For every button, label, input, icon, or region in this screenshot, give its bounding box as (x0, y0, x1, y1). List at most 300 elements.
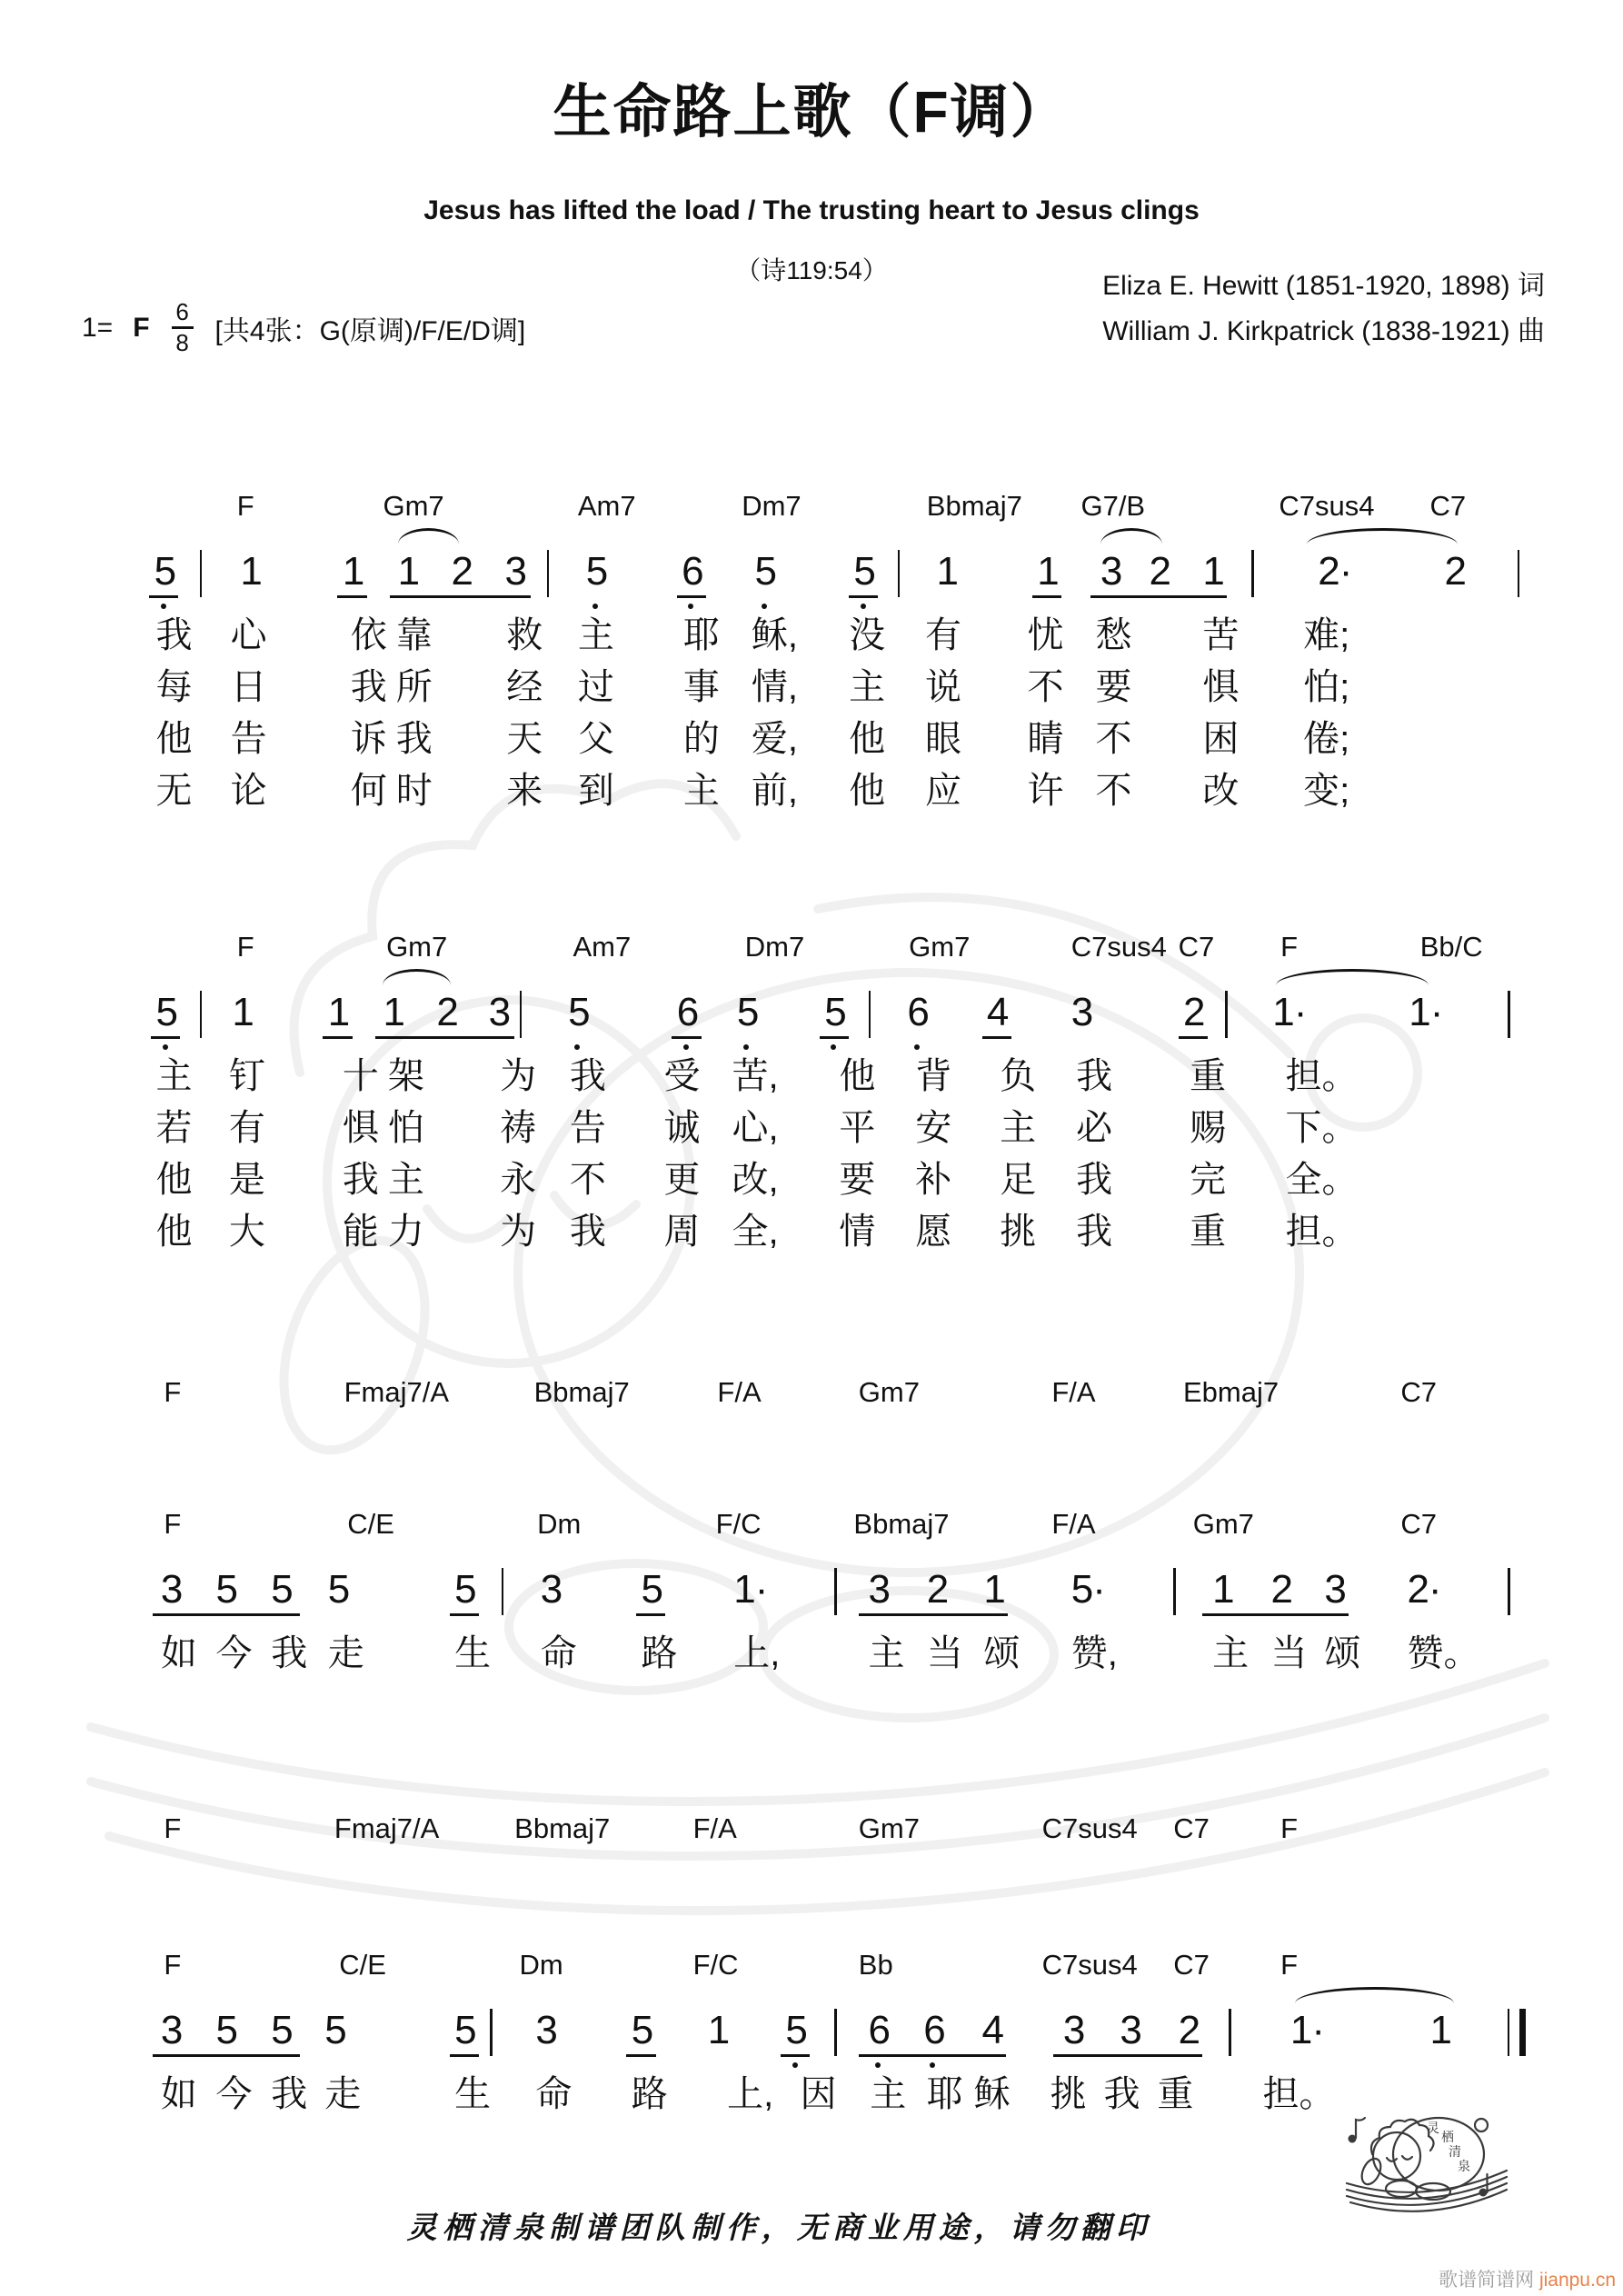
lyric-syllable: 命 (535, 2074, 573, 2114)
lyric-syllable: 今 (215, 2074, 253, 2114)
note-digit: 1 (983, 1567, 1005, 1612)
note-digit: 2· (1407, 1567, 1441, 1612)
octave-dot (914, 1044, 920, 1050)
lyric-syllable: 十 (342, 1056, 379, 1096)
lyric-syllable: 不 (1095, 771, 1132, 811)
chord-label: F (1280, 931, 1299, 963)
barline (1173, 1568, 1176, 1615)
chord-label: Bb/C (1419, 931, 1483, 963)
production-notice: 灵栖清泉制谱团队制作，无商业用途，请勿翻印 (406, 2210, 1151, 2245)
lyric-syllable: 受 (663, 1056, 701, 1096)
chord-label: Fmaj7/A (334, 1812, 440, 1844)
lyric-syllable: 主 (682, 771, 720, 811)
chord-label: Bbmaj7 (514, 1812, 611, 1844)
note-digit: 3 (1100, 549, 1122, 594)
note-beam (450, 1613, 479, 1616)
lyric-syllable: 说 (925, 667, 962, 707)
note-beam (849, 595, 878, 598)
note-beam (450, 2054, 479, 2057)
system-3 (0, 1501, 1623, 1680)
lyric-syllable: 靠 (395, 615, 433, 655)
lyric-syllable: 我 (350, 667, 387, 707)
key-label: 1= (82, 312, 114, 343)
lyric-syllable: 永 (500, 1160, 537, 1200)
lyric-syllable: 愿 (915, 1212, 952, 1252)
slur-arc (1276, 969, 1429, 985)
lyricist-credit: Eliza E. Hewitt (1851-1920, 1898) 词 (1102, 271, 1545, 301)
barline (490, 2009, 493, 2056)
lyric-syllable: 能 (342, 1212, 379, 1252)
lyric-syllable: 所 (395, 667, 433, 707)
slur-arc (1307, 528, 1458, 544)
lyric-syllable: 许 (1027, 771, 1064, 811)
octave-dot (592, 604, 598, 609)
song-title: 生命路上歌（F调） (553, 79, 1070, 145)
chord-label: F/A (692, 1812, 737, 1844)
chord-label: Gm7 (386, 931, 448, 963)
lyric-syllable: 有 (925, 615, 962, 655)
note-digit: 3 (535, 2008, 557, 2052)
lyric-syllable: 我 (1076, 1056, 1113, 1096)
note-digit: 5 (568, 990, 590, 1034)
lyric-syllable: 担。 (1262, 2074, 1336, 2114)
octave-dot (163, 1044, 168, 1050)
lyric-syllable: 颂 (1324, 1633, 1361, 1673)
lyric-line-1 (0, 1628, 1623, 1680)
chord-label: F (164, 1376, 182, 1408)
lyric-syllable: 稣, (751, 615, 799, 655)
note-digit: 5 (215, 1567, 238, 1612)
lyric-syllable: 补 (915, 1160, 952, 1200)
lyric-syllable: 如 (160, 1633, 197, 1673)
lyric-syllable: 祷 (500, 1108, 537, 1148)
lyric-syllable: 我 (569, 1212, 606, 1252)
key-value: F (133, 312, 150, 343)
octave-dot (161, 604, 166, 609)
note-beam (337, 595, 366, 598)
lyric-syllable: 命 (540, 1633, 577, 1673)
chord-label: Gm7 (909, 931, 971, 963)
note-beam (151, 1036, 180, 1039)
slur-arc (383, 969, 451, 985)
lyric-syllable: 上, (727, 2074, 774, 2114)
lyric-syllable: 心, (732, 1108, 779, 1148)
lyric-syllable: 诉 (350, 719, 387, 759)
system-1 (0, 483, 1623, 817)
note-digit: 1 (1429, 2008, 1451, 2052)
chord-label: Gm7 (858, 1812, 920, 1844)
note-digit: 4 (981, 2008, 1003, 2052)
lyric-syllable: 全。 (1285, 1160, 1359, 1200)
octave-dot (743, 1044, 749, 1050)
lyric-syllable: 救 (506, 615, 543, 655)
lyric-syllable: 生 (454, 2074, 492, 2114)
note-digit: 2 (451, 549, 473, 594)
chord-row (0, 1942, 1623, 1985)
chord-label: Bbmaj7 (926, 490, 1022, 522)
chord-label: Dm7 (742, 490, 802, 522)
octave-dot (574, 1044, 580, 1050)
chord-label: Bbmaj7 (533, 1376, 630, 1408)
lyric-syllable: 他 (155, 719, 193, 759)
note-digit: 1 (1202, 549, 1224, 594)
note-beam (153, 2054, 301, 2057)
lyric-syllable: 重 (1190, 1212, 1227, 1252)
note-digit: 6 (682, 549, 703, 594)
note-digit: 3 (1070, 990, 1093, 1034)
octave-dot (875, 2062, 881, 2068)
lyric-syllable: 更 (663, 1160, 701, 1200)
lyric-syllable: 生 (454, 1633, 492, 1673)
barline (1225, 991, 1228, 1038)
note-digit: 1 (397, 549, 420, 594)
lyric-syllable: 没 (849, 615, 886, 655)
logo-char-3: 清 (1449, 2144, 1461, 2159)
lyric-syllable: 必 (1076, 1108, 1113, 1148)
note-beam (323, 1036, 352, 1039)
note-digit: 1· (1409, 990, 1443, 1034)
lyric-syllable: 改 (1202, 771, 1240, 811)
lyric-syllable: 情 (839, 1212, 876, 1252)
lyric-syllable: 前, (751, 771, 799, 811)
lyric-syllable: 我 (271, 2074, 308, 2114)
note-digit: 5 (824, 990, 846, 1034)
note-digit: 5 (454, 2008, 476, 2052)
chord-label: F/C (715, 1508, 762, 1540)
slur-arc (1295, 1987, 1454, 2003)
lyric-syllable: 忧 (1027, 615, 1064, 655)
note-digit: 1 (327, 990, 350, 1034)
lyric-syllable: 倦; (1303, 719, 1350, 759)
note-digit: 6 (676, 990, 699, 1034)
chord-label: F (1280, 1812, 1299, 1844)
octave-dot (762, 604, 767, 609)
lyric-syllable: 不 (1027, 667, 1064, 707)
note-beam (375, 1036, 515, 1039)
lyric-syllable: 主 (1212, 1633, 1250, 1673)
lyric-syllable: 的 (682, 719, 720, 759)
slur-arc (1100, 528, 1162, 544)
lyric-syllable: 我 (1076, 1160, 1113, 1200)
note-row (0, 1544, 1623, 1628)
chord-label: C7sus4 (1070, 931, 1167, 963)
note-beam (1032, 595, 1061, 598)
logo-char-4: 泉 (1458, 2159, 1470, 2173)
note-digit: 5 (215, 2008, 238, 2052)
note-digit: 2 (1270, 1567, 1292, 1612)
lyric-syllable: 担。 (1285, 1212, 1359, 1252)
chord-row (0, 483, 1623, 526)
chord-label: Dm (519, 1949, 563, 1981)
chord-row (0, 923, 1623, 967)
lyric-syllable: 为 (500, 1212, 537, 1252)
note-digit: 3 (540, 1567, 563, 1612)
lyric-syllable: 路 (631, 2074, 668, 2114)
chord-label: F (236, 490, 254, 522)
lyric-syllable: 他 (155, 1160, 193, 1200)
note-digit: 5 (631, 2008, 653, 2052)
lyric-line-1 (0, 1051, 1623, 1103)
lyric-syllable: 论 (230, 771, 267, 811)
lyric-syllable: 如 (160, 2074, 197, 2114)
lyric-syllable: 时 (395, 771, 433, 811)
chord-label: Gm7 (858, 1376, 920, 1408)
lyric-syllable: 主 (155, 1056, 193, 1096)
lyric-syllable: 他 (839, 1056, 876, 1096)
chord-row (0, 1805, 1623, 1849)
note-digit: 5 (271, 2008, 293, 2052)
chord-label: C7 (1400, 1508, 1437, 1540)
lyric-syllable: 主 (387, 1160, 424, 1200)
credits-block (1102, 264, 1545, 354)
note-digit: 2 (1444, 549, 1467, 594)
note-digit: 5 (271, 1567, 293, 1612)
lyric-syllable: 天 (506, 719, 543, 759)
note-beam (1202, 1613, 1349, 1616)
chord-label: Bbmaj7 (853, 1508, 950, 1540)
lyric-syllable: 改, (732, 1160, 779, 1200)
note-digit: 6 (868, 2008, 890, 2052)
note-row (0, 967, 1623, 1051)
note-digit: 2· (1318, 549, 1352, 594)
lyric-syllable: 当 (926, 1633, 963, 1673)
note-digit: 5 (454, 1567, 476, 1612)
interlude-chord-row-2 (0, 1805, 1623, 1849)
lyric-syllable: 经 (506, 667, 543, 707)
lyric-syllable: 重 (1157, 2074, 1194, 2114)
slur-arc (398, 528, 460, 544)
octave-dot (683, 1044, 689, 1050)
chord-label: F (164, 1812, 182, 1844)
note-digit: 1 (232, 990, 254, 1034)
lyric-syllable: 挑 (1050, 2074, 1087, 2114)
note-digit: 2 (1149, 549, 1170, 594)
note-digit: 6 (907, 990, 929, 1034)
chord-label: C7sus4 (1279, 490, 1375, 522)
lyric-syllable: 到 (577, 771, 614, 811)
chord-label: C7 (1429, 490, 1467, 522)
barline (1229, 2009, 1231, 2056)
barline (200, 991, 203, 1038)
chord-row (0, 1369, 1623, 1413)
lyric-syllable: 无 (155, 771, 193, 811)
chord-label: C7sus4 (1041, 1812, 1138, 1844)
lyric-syllable: 耶 (926, 2074, 963, 2114)
lyric-syllable: 困 (1202, 719, 1240, 759)
lyric-syllable: 我 (1103, 2074, 1140, 2114)
lyric-syllable: 愁 (1095, 615, 1132, 655)
publisher-logo (1345, 2100, 1508, 2218)
note-digit: 5 (155, 990, 177, 1034)
lyric-syllable: 主 (870, 2074, 907, 2114)
lyric-syllable: 日 (230, 667, 267, 707)
lyric-syllable: 情, (751, 667, 799, 707)
chord-label: Bb (858, 1949, 893, 1981)
note-beam (820, 1036, 849, 1039)
note-beam (982, 1036, 1011, 1039)
barline (1508, 1568, 1510, 1615)
chord-label: F (164, 1508, 182, 1540)
lyric-syllable: 我 (155, 615, 193, 655)
lyric-syllable: 赐 (1190, 1108, 1227, 1148)
lyric-line-2 (0, 1103, 1623, 1154)
note-beam (153, 1613, 301, 1616)
lyric-syllable: 难; (1303, 615, 1350, 655)
barline (520, 991, 523, 1038)
lyric-syllable: 事 (682, 667, 720, 707)
note-digit: 5 (585, 549, 608, 594)
lyric-syllable: 为 (500, 1056, 537, 1096)
lyric-syllable: 苦, (732, 1056, 779, 1096)
lyric-syllable: 安 (915, 1108, 952, 1148)
lyric-syllable: 完 (1190, 1160, 1227, 1200)
note-digit: 5· (1070, 1567, 1105, 1612)
barline (898, 550, 901, 597)
lyric-line-3 (0, 1154, 1623, 1206)
lyric-syllable: 背 (915, 1056, 952, 1096)
interlude-chord-row-1 (0, 1369, 1623, 1413)
lyric-syllable: 告 (569, 1108, 606, 1148)
lyric-syllable: 周 (663, 1212, 701, 1252)
lyric-syllable: 诚 (663, 1108, 701, 1148)
chord-label: F (236, 931, 254, 963)
lyric-syllable: 稣 (973, 2074, 1011, 2114)
note-beam (859, 2054, 1007, 2057)
lyric-syllable: 我 (569, 1056, 606, 1096)
lyric-syllable: 睛 (1027, 719, 1064, 759)
note-beam (149, 595, 178, 598)
lyric-syllable: 力 (387, 1212, 424, 1252)
lyric-syllable: 我 (271, 1633, 308, 1673)
lyric-syllable: 我 (342, 1160, 379, 1200)
note-digit: 1 (936, 549, 958, 594)
lyric-syllable: 惧 (342, 1108, 379, 1148)
note-beam (626, 2054, 655, 2057)
chord-label: C7 (1173, 1949, 1210, 1981)
chord-label: C7 (1400, 1376, 1437, 1408)
lyric-syllable: 怕 (387, 1108, 424, 1148)
note-digit: 1 (240, 549, 262, 594)
lyric-syllable: 他 (849, 771, 886, 811)
lyric-syllable: 每 (155, 667, 193, 707)
note-digit: 5 (754, 549, 776, 594)
lyric-syllable: 下。 (1285, 1108, 1359, 1148)
lyric-syllable: 今 (215, 1633, 253, 1673)
lyric-syllable: 路 (641, 1633, 678, 1673)
note-digit: 3 (868, 1567, 890, 1612)
lyric-syllable: 主 (849, 667, 886, 707)
note-digit: 1 (342, 549, 364, 594)
lyric-line-4 (0, 765, 1623, 817)
logo-char-2: 栖 (1441, 2130, 1454, 2144)
barline (869, 991, 871, 1038)
note-digit: 5 (324, 2008, 346, 2052)
site-link[interactable]: jianpu.cn (1538, 2270, 1616, 2291)
site-mark (1439, 2265, 1616, 2292)
note-beam (677, 595, 706, 598)
lyric-syllable: 我 (395, 719, 433, 759)
note-digit: 2 (436, 990, 458, 1034)
barline (1508, 991, 1510, 1038)
chord-label: F/A (1051, 1376, 1096, 1408)
note-beam (1053, 2054, 1202, 2057)
note-digit: 2 (1178, 2008, 1200, 2052)
lyric-syllable: 当 (1270, 1633, 1308, 1673)
lyric-syllable: 足 (1000, 1160, 1037, 1200)
note-beam (636, 1613, 665, 1616)
note-digit: 1· (1272, 990, 1307, 1034)
system-2 (0, 923, 1623, 1258)
note-digit: 1 (1212, 1567, 1234, 1612)
time-numerator: 6 (175, 298, 189, 325)
chord-label: C7 (1178, 931, 1215, 963)
lyric-line-4 (0, 1206, 1623, 1258)
lyric-syllable: 有 (228, 1108, 265, 1148)
note-digit: 3 (488, 990, 511, 1034)
lyric-syllable: 何 (350, 771, 387, 811)
barline (502, 1568, 504, 1615)
note-digit: 3 (1062, 2008, 1085, 2052)
note-digit: 6 (923, 2008, 945, 2052)
lyric-syllable: 苦 (1202, 615, 1240, 655)
note-beam (781, 2054, 810, 2057)
lyric-syllable: 他 (155, 1212, 193, 1252)
chord-label: F/A (1051, 1508, 1096, 1540)
chord-label: G7/B (1080, 490, 1146, 522)
octave-dot (792, 2062, 798, 2068)
barline (200, 550, 203, 597)
lyric-syllable: 爱, (751, 719, 799, 759)
lyric-syllable: 主 (577, 615, 614, 655)
key-variants-note: [共4张：G(原调)/F/E/D调] (214, 315, 526, 346)
chord-label: Dm7 (744, 931, 805, 963)
barline (547, 550, 550, 597)
chord-label: Ebmaj7 (1182, 1376, 1279, 1408)
lyric-line-2 (0, 662, 1623, 714)
lyric-syllable: 赞。 (1407, 1633, 1480, 1673)
octave-dot (930, 2062, 935, 2068)
composer-credit: William J. Kirkpatrick (1838-1921) 曲 (1102, 316, 1545, 346)
lyric-syllable: 依 (350, 615, 387, 655)
site-name: 歌谱简谱网 (1439, 2270, 1535, 2291)
note-digit: 5 (154, 549, 176, 594)
lyric-syllable: 钉 (228, 1056, 265, 1096)
chord-label: F/A (717, 1376, 762, 1408)
chord-label: Am7 (573, 931, 632, 963)
note-digit: 3 (504, 549, 526, 594)
lyric-syllable: 主 (1000, 1108, 1037, 1148)
lyric-syllable: 担。 (1285, 1056, 1359, 1096)
lyric-syllable: 上, (733, 1633, 781, 1673)
lyric-syllable: 挑 (1000, 1212, 1037, 1252)
lyric-syllable: 架 (387, 1056, 424, 1096)
chord-label: C/E (339, 1949, 386, 1981)
note-beam (859, 1613, 1008, 1616)
octave-dot (688, 604, 693, 609)
lyric-syllable: 走 (324, 2074, 362, 2114)
lyric-syllable: 颂 (983, 1633, 1021, 1673)
lyric-syllable: 要 (839, 1160, 876, 1200)
lyric-syllable: 全, (732, 1212, 779, 1252)
note-digit: 3 (160, 2008, 183, 2052)
lyric-syllable: 耶 (682, 615, 720, 655)
chord-label: Am7 (577, 490, 636, 522)
lyric-syllable: 心 (230, 615, 267, 655)
note-digit: 5 (785, 2008, 807, 2052)
note-digit: 1· (1289, 2008, 1324, 2052)
lyric-syllable: 不 (569, 1160, 606, 1200)
lyric-syllable: 负 (1000, 1056, 1037, 1096)
